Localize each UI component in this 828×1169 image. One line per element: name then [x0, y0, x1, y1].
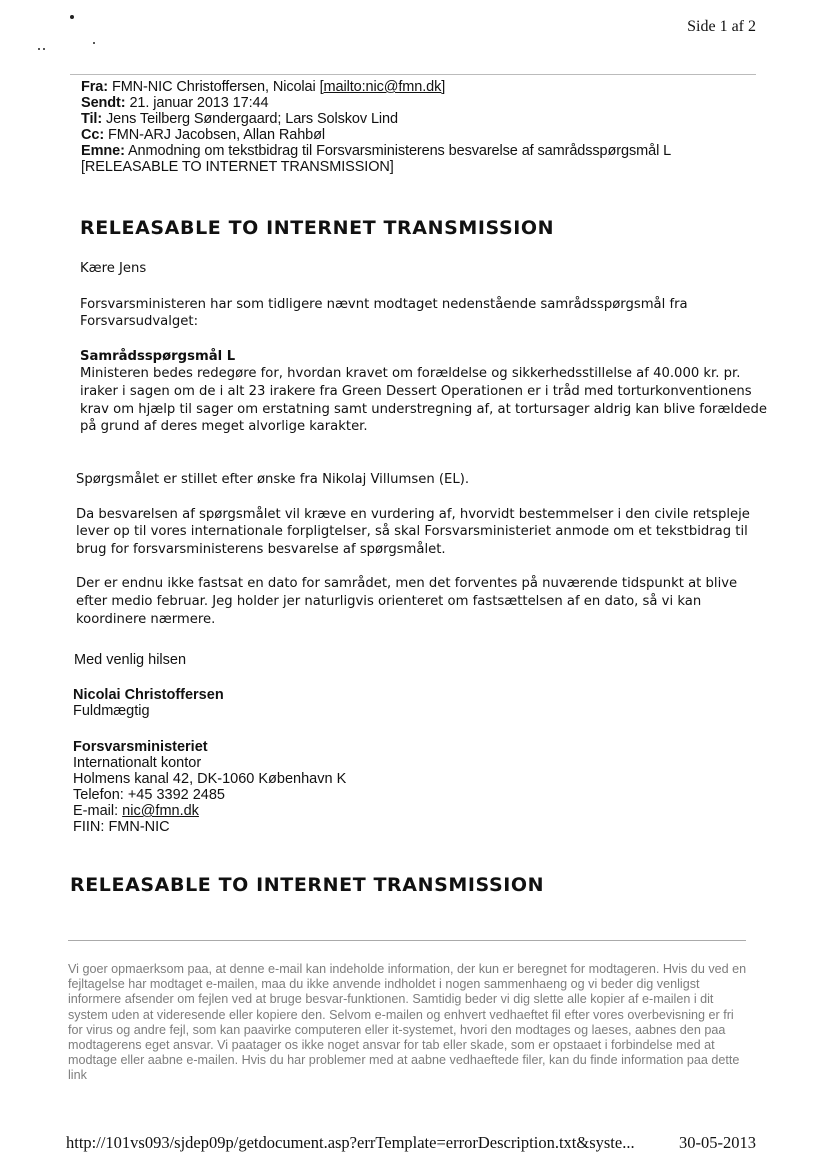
from-row	[81, 79, 761, 95]
email-body	[80, 260, 770, 436]
closing: Med venlig hilsen	[74, 652, 187, 668]
scan-speck	[43, 48, 45, 50]
question-text: Ministeren bedes redegøre for, hvordan kravet om forældelse og sikkerhedsstillelse af 40.000 kr. pr. iraker i sagen om de i alt 23 irakere fra Green Dessert Operationen er i tråd med torturkonventionens krav om hjælp til sager om erstatning samt understregning af, at tortursager aldrig kan blive forældede på grund af deres meget alvorlige karakter.	[80, 366, 767, 435]
scan-speck	[70, 15, 74, 19]
page-number: Side 1 af 2	[687, 18, 756, 35]
subject-value: Anmodning om tekstbidrag til Forsvarsministerens besvarelse af samrådsspørgsmål L [RELEASABLE TO INTERNET TRANSMISSION]	[81, 143, 671, 175]
header-divider	[70, 74, 756, 75]
classification-banner-top: RELEASABLE TO INTERNET TRANSMISSION	[80, 217, 555, 239]
paragraph-request: Da besvarelsen af spørgsmålet vil kræve en vurdering af, hvorvidt bestemmelser i den civile retspleje lever op til vores internationale forpligtelser, så skal Forsvarsministeriet anmode om et tekstbidrag til brug for forsvarsministerens besvarelse af spørgsmålet.	[76, 506, 750, 557]
signature-block	[73, 687, 346, 835]
subject-row	[81, 143, 761, 175]
disclaimer-text: Vi goer opmaerksom paa, at denne e-mail kan indeholde information, der kun er beregnet for modtageren. Hvis du ved en fejltagelse har modtaget e-mailen, maa du ikke anvende indholdet i nogen sammenhaeng og vi beder dig venligst informere afsender om fejlen ved at bruge besvar-funktionen. Samtidig beder vi dig slette alle kopier af e-mailen i dit system uden at videresende eller kopiere den. Selvom e-mailen og enhvert vedhaeftet fil efter vores overbevisning er fri for virus og andre fejl, som kan paavirke computeren eller it-systemet, hvori den modtages og laeses, aabnes den paa modtagerens eget ansvar. Vi paatager os ikke noget ansvar for tab eller skade, som er opstaaet i forbindelse med at modtage eller aabne e-mailen. Hvis du har problemer med at aabne vedhaeftede filer, kan du finde information paa dette link	[68, 962, 747, 1083]
cc-row	[81, 127, 761, 143]
signer-email-link[interactable]: nic@fmn.dk	[122, 803, 199, 819]
from-value: FMN-NIC Christoffersen, Nicolai	[111, 79, 316, 95]
to-label: Til:	[81, 111, 103, 127]
question-title: Samrådsspørgsmål L	[80, 348, 236, 364]
cc-label: Cc:	[81, 127, 105, 143]
paragraph-intro: Forsvarsministeren har som tidligere nævnt modtaget nedenstående samrådsspørgsmål fra Forsvarsudvalget:	[80, 296, 688, 330]
cc-value: FMN-ARJ Jacobsen, Allan Rahbøl	[108, 127, 326, 143]
scan-speck	[38, 48, 40, 50]
paragraph-requester: Spørgsmålet er stillet efter ønske fra Nikolaj Villumsen (EL).	[76, 472, 470, 487]
email-header	[81, 79, 761, 175]
signer-dept: Internationalt kontor	[73, 755, 202, 771]
scan-speck	[93, 42, 95, 44]
signer-email-row	[73, 803, 346, 819]
signer-org: Forsvarsministeriet	[73, 739, 208, 755]
email-body-continued	[76, 471, 766, 628]
sent-row	[81, 95, 761, 111]
signer-fiin: FIIN: FMN-NIC	[73, 819, 170, 835]
signer-email-label: E-mail:	[73, 803, 123, 819]
classification-banner-bottom: RELEASABLE TO INTERNET TRANSMISSION	[70, 874, 545, 896]
to-value: Jens Teilberg Søndergaard; Lars Solskov Lind	[106, 111, 398, 127]
signer-phone: Telefon: +45 3392 2485	[73, 787, 225, 803]
disclaimer-divider	[68, 940, 746, 941]
paragraph-date: Der er endnu ikke fastsat en dato for samrådet, men det forventes på nuværende tidspunkt at blive efter medio februar. Jeg holder jer naturligvis orienteret om fastsættelsen af en dato, så vi kan koordinere nærmere.	[76, 576, 738, 627]
footer-date: 30-05-2013	[679, 1133, 756, 1152]
sent-value: 21. januar 2013 17:44	[129, 95, 269, 111]
signer-address: Holmens kanal 42, DK-1060 København K	[73, 771, 347, 787]
signer-title: Fuldmægtig	[73, 703, 150, 719]
from-label: Fra:	[81, 79, 108, 95]
from-mailto-link[interactable]: [mailto:nic@fmn.dk]	[319, 79, 446, 95]
greeting: Kære Jens	[80, 261, 147, 276]
footer-url: http://101vs093/sjdep09p/getdocument.asp?errTemplate=errorDescription.txt&syste...	[66, 1133, 635, 1152]
signer-name: Nicolai Christoffersen	[73, 687, 224, 703]
to-row	[81, 111, 761, 127]
sent-label: Sendt:	[81, 95, 126, 111]
subject-label: Emne:	[81, 143, 125, 159]
print-footer	[66, 1133, 756, 1153]
